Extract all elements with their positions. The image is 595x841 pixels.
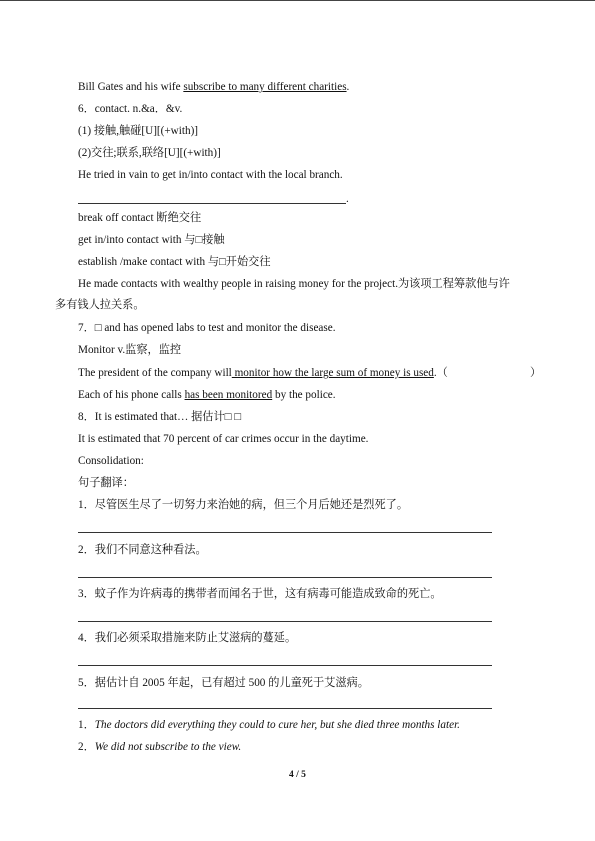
underlined-phrase: has been monitored <box>184 389 273 401</box>
text: The president of the company will <box>78 367 232 379</box>
example-president <box>78 366 448 380</box>
answer-1 <box>78 718 460 732</box>
wealthy-example-line-2: 多有钱人拉关系。 <box>55 299 145 311</box>
question-4: 4．我们必须采取措施来防止艾滋病的蔓延。 <box>78 632 297 644</box>
answer-line-1 <box>78 532 492 533</box>
blank-period: . <box>346 193 349 205</box>
underlined-phrase: monitor how the large sum of money is used <box>231 367 434 379</box>
answer-text: The doctors did everything they could to cure her, but she died three months later. <box>94 719 460 731</box>
wealthy-example-line-1: He made contacts with wealthy people in raising money for the project.为该项工程筹款他与许 <box>78 278 510 290</box>
text: .（ <box>433 367 448 379</box>
answer-line-2 <box>78 577 492 578</box>
answer-line-4 <box>78 665 492 666</box>
text: Bill Gates and his wife <box>78 81 184 93</box>
contact-definition-1: (1) 接触,触碰[U][(+with)] <box>78 125 199 137</box>
item-8-heading: 8．It is estimated that… 据估计□ □ <box>78 411 241 423</box>
text: Each of his phone calls <box>78 389 185 401</box>
contact-definition-2: (2)交往;联系,联络[U][(+with)] <box>78 147 221 159</box>
contact-example: He tried in vain to get in/into contact with the local branch. <box>78 169 343 181</box>
example-phone-calls <box>78 388 336 402</box>
answer-line-5 <box>78 708 492 709</box>
answer-blank-line <box>78 203 346 204</box>
consolidation-heading: Consolidation: <box>78 455 144 467</box>
translation-heading: 句子翻译： <box>78 477 134 489</box>
answer-number: 1． <box>78 719 95 731</box>
underlined-phrase: subscribe to many different charities <box>183 81 347 93</box>
example-gates <box>78 80 349 94</box>
answer-text: We did not subscribe to the view. <box>94 741 242 753</box>
page-top-border <box>0 0 595 1</box>
item-7-heading: 7．□ and has opened labs to test and monitor the disease. <box>78 322 336 334</box>
phrase-break-off-contact: break off contact 断绝交往 <box>78 212 202 224</box>
question-2: 2．我们不同意这种看法。 <box>78 544 207 556</box>
question-1: 1．尽管医生尽了一切努力来治她的病，但三个月后她还是烈死了。 <box>78 499 409 511</box>
monitor-definition: Monitor v.监察，监控 <box>78 344 182 356</box>
answer-2 <box>78 740 241 754</box>
page-number: 4 / 5 <box>289 770 306 780</box>
answer-line-3 <box>78 621 492 622</box>
phrase-establish-contact: establish /make contact with 与□开始交往 <box>78 256 271 268</box>
text: by the police. <box>272 389 336 401</box>
question-3: 3．蚊子作为许病毒的携带者而闻名于世，这有病毒可能造成致命的死亡。 <box>78 588 442 600</box>
item-6-heading: 6．contact. n.&a．&v. <box>78 103 183 115</box>
text: . <box>346 81 350 93</box>
question-5: 5．据估计自 2005 年起，已有超过 500 的儿童死于艾滋病。 <box>78 677 369 689</box>
answer-number: 2． <box>78 741 95 753</box>
paren-close: ） <box>530 367 542 379</box>
phrase-get-into-contact: get in/into contact with 与□接触 <box>78 234 225 246</box>
estimate-example: It is estimated that 70 percent of car crimes occur in the daytime. <box>78 433 369 445</box>
